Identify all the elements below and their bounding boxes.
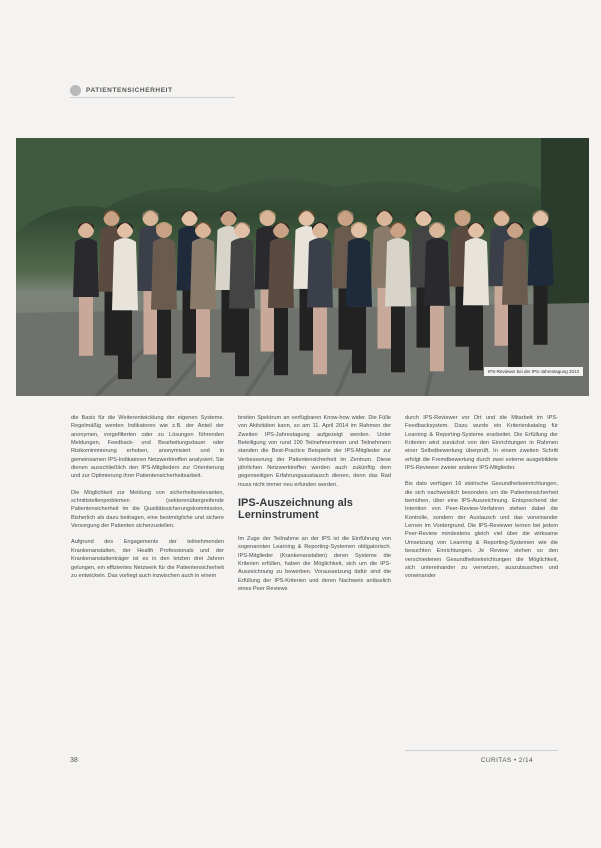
- paragraph: Bis dato verfügen 16 steirische Gesundheitseinrichtungen, die sich nachweislich besonders um die Patientensicherheit bemühen, über eine IPS-Auszeichnung. Entsprechend der Intention von Peer-Review-Verfahren stehen dabei die Kontrolle, sondern der Austausch und das voneinander Lernen im Vordergrund. Die IPS-Reviewer lernen bei jedem Peer-Review mindestens gleich viel über die wirksame Umsetzung von Learning & Reporting-Systemen wie die besuchten Einrichtungen. Je Review stehen so den verschiedenen Gesundheitseinrichtungen die Möglichkeit, sich untereinander zu vernetzen, auszutauschen und voneinander: [405, 481, 558, 580]
- paragraph: Aufgrund des Engagements der teilnehmenden Krankenanstalten, der Health Professionals und der Krankenanstaltenträger ist es in den letzten drei Jahren gelungen, ein effizientes Netzwerk für die Patientensicherheit zu entwickeln. Das vorliegt auch inzwischen auch in einem: [71, 539, 224, 579]
- section-bullet-icon: [70, 85, 81, 96]
- paragraph: die Basis für die Weiterentwicklung der eigenen Systeme. Regelmäßig werden Indikatoren wie z.B. der Anteil der anonymen, vorgefilterten oder zu Lösungen führenden Meldungen, Feedback- und Bearbeitungsdauer oder Risikominimierung erhoben, anonymisiert und in gemeinsamen IPS-Indikatoren Netzwerktreffen analysiert. Sie dienen ausschließlich den IPS-Mitgliedern zur Orientierung und zur Optimierung ihrer Patientensicherheitsarbeit.: [71, 415, 224, 480]
- paragraph: Im Zuge der Teilnahme an der IPS ist die Einführung von sogenannten Learning & Reporting-Systemen obligatorisch. IPS-Mitglieder (Krankenanstalten) deren Systeme die Kriterien erfüllen, haben die Möglichkeit, sich um die IPS-Auszeichnung zu bewerben. Voraussetzung dafür sind die Erfüllung der IPS-Kriterien und deren Nachweis anlässlich eines Peer Reviews: [238, 536, 391, 593]
- section-divider: [70, 97, 235, 98]
- paragraph: breiten Spektrum an verfügbaren Know-how wider. Die Fülle von Aktivitäten kann, so am 11. April 2014 im Rahmen der Zweiten IPS-Jahrestagung aufgezeigt werden. Unter Beteiligung von rund 100 Teilnehmerinnen und Teilnehmern standen die Best-Practice Beispiele der IPS-Mitglieder zur Verbesserung der Patientensicherheit im Zentrum. Diese jährlichen Netzwerktreffen werden auch zukünftig dem gegenseitigen Erfahrungsaustausch dienen, denn das Rad muss nicht immer neu erfunden werden.: [238, 415, 391, 488]
- text-column-2: [238, 414, 391, 602]
- section-header: [70, 85, 173, 96]
- text-column-1: [71, 414, 224, 588]
- publication-issue: CURITAS • 2/14: [480, 757, 533, 764]
- page-number: 38: [70, 757, 78, 764]
- photo-caption: IPS-Reviewer bei der IPS-Jahrestagung 2013: [484, 367, 583, 376]
- paragraph: Die Möglichkeit zur Meldung von sicherheitsrelevanten, schnittstellenproblemen (sektorenübergreifende Patientensicherheit im die Qualitätssicherungskommission, Bisherlich als dazu beitragen, eine bestmögliche und sichere Versorgung der Patienten sicherzustellen.: [71, 489, 224, 530]
- section-title: PATIENTENSICHERHEIT: [86, 87, 173, 94]
- text-column-3: [405, 414, 558, 589]
- footer-divider: [405, 750, 558, 751]
- group-photo: [16, 138, 589, 396]
- paragraph: durch IPS-Reviewer vor Ort und die Mitarbeit im IPS-Feedbacksystem. Dazu wurde ein Kriterienkatalog für Learning & Reporting-Systeme erarbeitet. Die Erfüllung der Kriterien wird zunächst von den Einrichtungen in Rahmen einer Selbstbewertung überprüft. In einem zweiten Schritt erfolgt die Fremdbewertung durch zwei externe ausgebildete IPS-Reviewer zweier anderer IPS-Mitglieder.: [405, 415, 558, 472]
- group-photo-illustration: [16, 138, 589, 396]
- subheading: IPS-Auszeichnung als Lerninstrument: [238, 497, 353, 522]
